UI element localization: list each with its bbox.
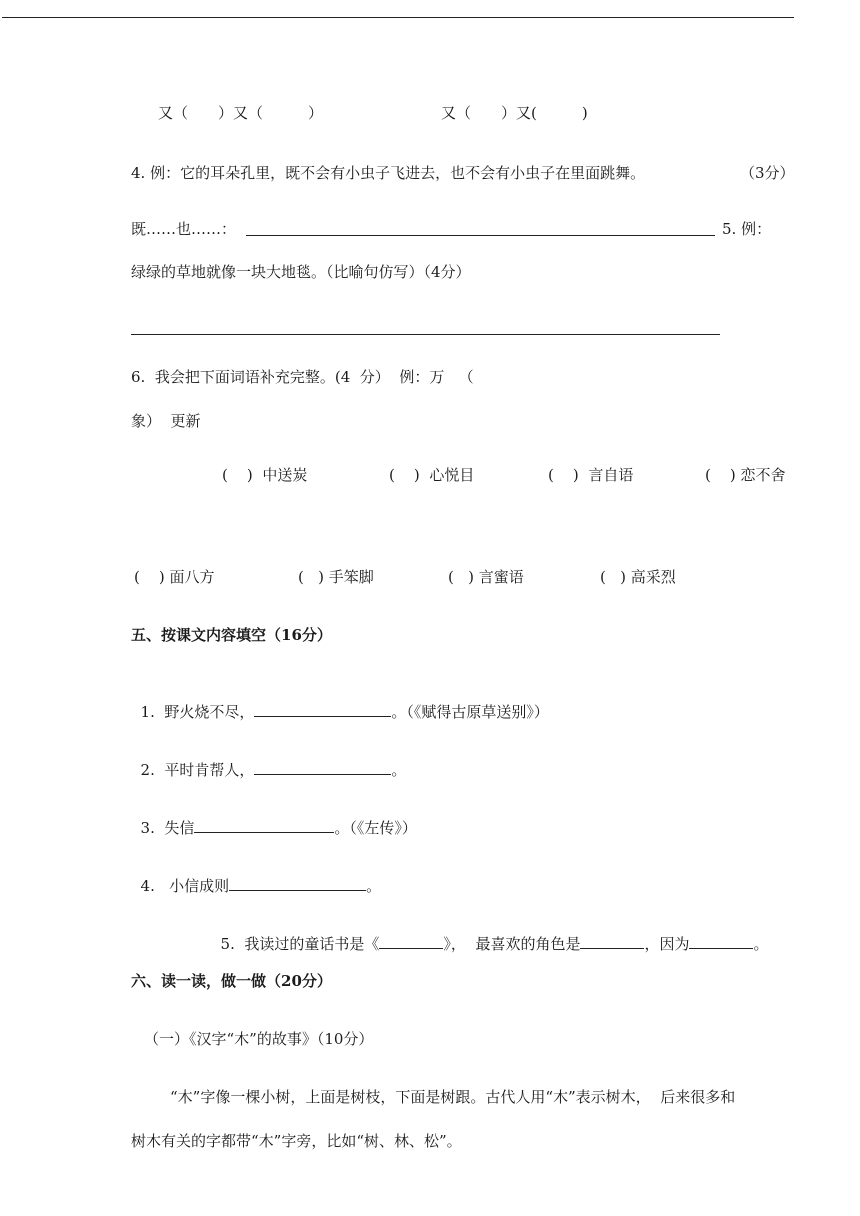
header-rule xyxy=(2,17,794,18)
q5-example-label: 5. 例： xyxy=(722,220,772,238)
fill-blank-5c[interactable] xyxy=(689,934,753,949)
fill-item-1-suffix: 。（《赋得古原草送别》） xyxy=(391,703,549,721)
fill-blank-3[interactable] xyxy=(194,818,334,833)
fill-item-5-part-d: 。 xyxy=(753,935,769,953)
q6-prompt: 6. 我会把下面词语补充完整。(4 分） 例：万 （ xyxy=(131,368,474,386)
fill-item-4-suffix: 。 xyxy=(366,877,382,895)
fill-blank-4[interactable] xyxy=(229,876,366,891)
fill-item-5-part-c: ，因为 xyxy=(644,935,690,953)
fill-item-2-suffix: 。 xyxy=(391,761,407,779)
q6-row1-item1: ( ) 中送炭 xyxy=(222,466,308,484)
fill-item-1-prefix: 1. 野火烧不尽， xyxy=(140,703,255,721)
fill-blank-5a[interactable] xyxy=(379,934,443,949)
q6-example-tail: 象） 更新 xyxy=(131,412,201,430)
q6-row2-item4: ( ) 高采烈 xyxy=(600,568,676,586)
passage-line-2: 树木有关的字都带“木”字旁，比如“树、林、松”。 xyxy=(131,1132,462,1150)
q4-score: （3分） xyxy=(740,164,795,182)
fill-item-3-prefix: 3. 失信 xyxy=(140,819,195,837)
q5-answer-line[interactable] xyxy=(131,334,720,335)
q3-pair-1: 又（ ）又（ ） xyxy=(158,104,324,122)
fill-blank-5b[interactable] xyxy=(580,934,644,949)
q5-prompt: 绿绿的草地就像一块大地毯。（比喻句仿写）（4分） xyxy=(131,263,471,281)
q4-answer-line[interactable] xyxy=(246,235,715,236)
q4-prompt: 4. 例：它的耳朵孔里，既不会有小虫子飞进去，也不会有小虫子在里面跳舞。 xyxy=(131,164,646,182)
fill-item-5-part-b: 》， 最喜欢的角色是 xyxy=(443,935,581,953)
fill-item-3 xyxy=(131,798,417,838)
fill-item-5 xyxy=(211,914,768,954)
fill-item-1 xyxy=(131,682,549,722)
q6-row2-item2: ( ) 手笨脚 xyxy=(298,568,374,586)
fill-item-2 xyxy=(131,740,406,780)
q6-row1-item3: ( ) 言自语 xyxy=(548,466,634,484)
q6-row1-item2: ( ) 心悦目 xyxy=(389,466,475,484)
fill-blank-1[interactable] xyxy=(254,702,391,717)
section6-heading: 六、读一读，做一做（20分） xyxy=(131,972,332,990)
fill-item-4-prefix: 4. 小信成则 xyxy=(140,877,230,895)
fill-blank-2[interactable] xyxy=(254,760,391,775)
q6-row1-item4: ( ) 恋不舍 xyxy=(705,466,786,484)
q6-row2-item3: ( ) 言蜜语 xyxy=(448,568,524,586)
fill-item-3-suffix: 。（《左传》） xyxy=(334,819,417,837)
fill-item-2-prefix: 2. 平时肯帮人， xyxy=(140,761,255,779)
fill-item-5-part-a: 5. 我读过的童话书是《 xyxy=(220,935,380,953)
q6-row2-item1: ( ) 面八方 xyxy=(134,568,215,586)
section6-subheading: （一）《汉字“木”的故事》（10分） xyxy=(144,1030,374,1048)
q4-pattern-label: 既……也……： xyxy=(131,220,237,238)
q3-pair-2: 又（ ）又( ) xyxy=(441,104,588,122)
passage-line-1: “木”字像一棵小树，上面是树枝，下面是树跟。古代人用“木”表示树木， 后来很多和 xyxy=(170,1088,736,1106)
section5-heading: 五、按课文内容填空（16分） xyxy=(131,626,332,644)
fill-item-4 xyxy=(131,856,381,896)
